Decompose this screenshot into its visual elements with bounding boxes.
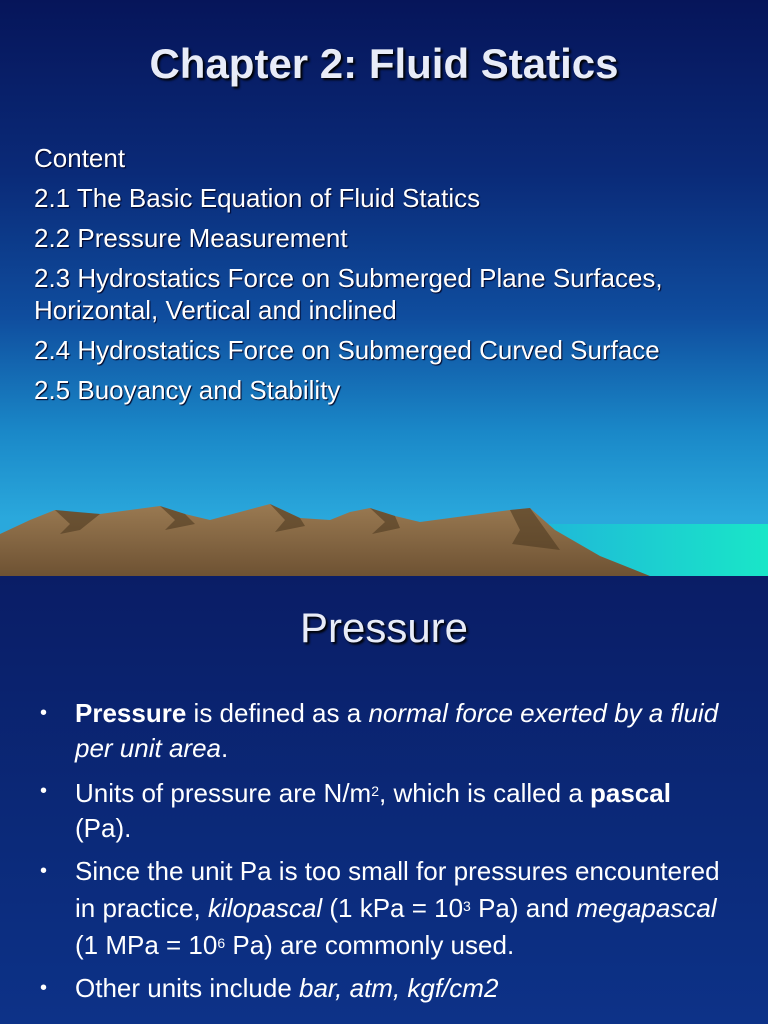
- text: (1 kPa = 10: [322, 893, 464, 923]
- text: Other units include: [75, 973, 300, 1003]
- slide-title: Chapter 2: Fluid Statics: [149, 40, 619, 87]
- text: is defined as a: [186, 698, 369, 728]
- bullet-item: [40, 971, 720, 1006]
- content-item: 2.5 Buoyancy and Stability: [34, 375, 341, 405]
- term-kilopascal: kilopascal: [207, 893, 323, 923]
- superscript: 3: [463, 898, 471, 914]
- bullet-list: [40, 696, 720, 1014]
- bullet-text: [75, 696, 720, 766]
- term-pascal: pascal: [590, 778, 671, 808]
- bullet-icon: •: [40, 977, 48, 999]
- bullet-text: [75, 854, 720, 963]
- content-item: 2.3 Hydrostatics Force on Submerged Plane Surfaces, Horizontal, Vertical and inclined: [34, 263, 663, 325]
- text: Pa) and: [470, 893, 577, 923]
- content-item: 2.2 Pressure Measurement: [34, 223, 348, 253]
- superscript: 6: [217, 935, 226, 951]
- text: .: [220, 733, 229, 763]
- definition-italic: normal force exerted by a fluid per unit area: [75, 698, 719, 763]
- text: (1 MPa = 10: [75, 930, 218, 960]
- text: , which is called a: [379, 778, 590, 808]
- term-megapascal: megapascal: [576, 893, 717, 923]
- slide-title: Pressure: [299, 604, 469, 651]
- text: Pa) are commonly used.: [225, 930, 515, 960]
- bullet-text: [75, 774, 720, 846]
- bullet-text: [75, 971, 720, 1006]
- content-item: 2.1 The Basic Equation of Fluid Statics: [34, 183, 481, 213]
- content-list: [34, 142, 734, 414]
- bullet-icon: •: [40, 780, 48, 802]
- bullet-icon: •: [40, 860, 48, 882]
- content-heading: Content: [34, 143, 126, 173]
- bullet-item: [40, 696, 720, 766]
- text: Units of pressure are N/m: [75, 778, 372, 808]
- term-pressure: Pressure: [75, 698, 187, 728]
- bullet-item: [40, 854, 720, 963]
- other-units: bar, atm, kgf/cm2: [299, 973, 499, 1003]
- bullet-icon: •: [40, 702, 48, 724]
- text: Since the unit Pa is too small for pressures encountered in practice,: [75, 856, 720, 923]
- mountain-landscape: [0, 490, 768, 576]
- content-item: 2.4 Hydrostatics Force on Submerged Curved Surface: [34, 335, 660, 365]
- bullet-item: [40, 774, 720, 846]
- text: (Pa).: [75, 813, 132, 843]
- slide-2: [0, 576, 768, 1024]
- superscript: 2: [371, 783, 380, 799]
